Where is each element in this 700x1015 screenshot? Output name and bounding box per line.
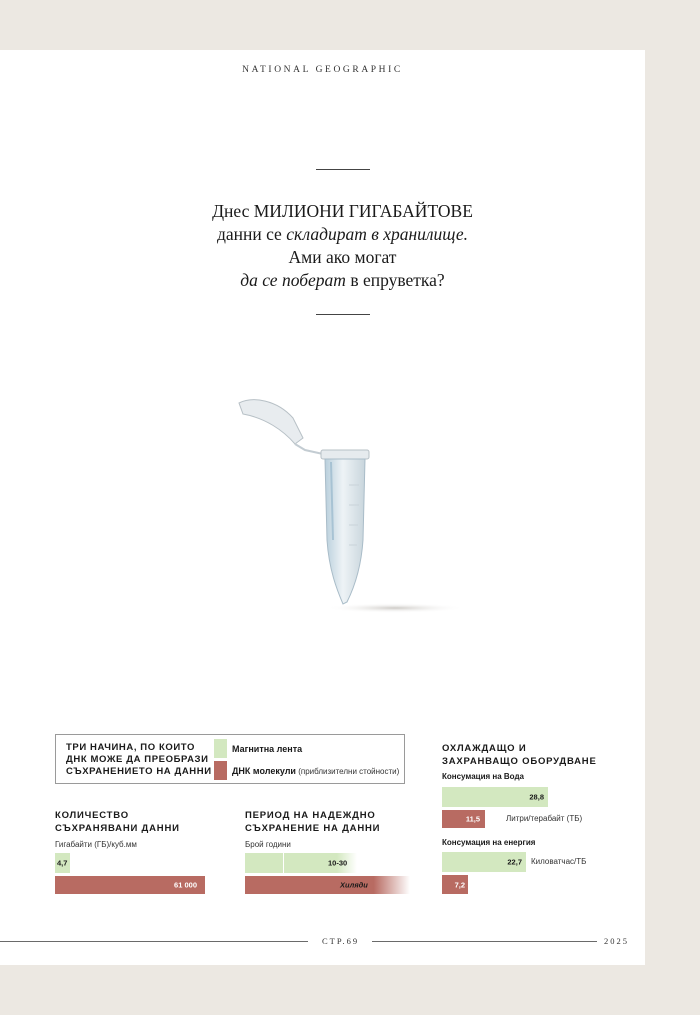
period-tape-divider (283, 853, 284, 873)
headline-part: да се поберат (240, 270, 346, 290)
energy-unit: Киловатчас/ТБ (531, 857, 587, 866)
quantity-title-l1: КОЛИЧЕСТВО (55, 810, 129, 821)
headline-part: складират в хранилище. (286, 224, 469, 244)
quantity-dna-bar (55, 876, 205, 894)
cooling-title (442, 742, 597, 768)
legend-swatch-tape (214, 739, 227, 758)
legend-tape-text: Магнитна лента (232, 744, 303, 754)
headline-part: Ами ако могат (288, 247, 397, 267)
water-label: Консумация на Вода (442, 772, 524, 781)
page-number: СТР.69 (322, 936, 360, 946)
period-title (245, 809, 380, 835)
legend-label-tape (232, 744, 302, 754)
water-dna-bar (442, 810, 485, 828)
headline (150, 200, 535, 292)
period-tape-bar (245, 853, 357, 873)
water-tape-bar (442, 787, 548, 807)
water-tape-value: 28,8 (529, 792, 544, 802)
legend-title: ТРИ НАЧИНА, ПО КОИТО ДНК МОЖЕ ДА ПРЕОБРАЗИ СЪХРАНЕНИЕТО НА ДАННИ (66, 742, 212, 777)
tube-shadow (325, 603, 465, 613)
divider-top (316, 169, 370, 170)
legend-dna-text: ДНК молекули (232, 766, 296, 776)
energy-label: Консумация на енергия (442, 838, 536, 847)
legend-swatch-dna (214, 761, 227, 780)
energy-dna-value: 7,2 (454, 880, 465, 889)
footer-year: 2025 (604, 936, 629, 946)
quantity-tape-value: 4,7 (57, 858, 68, 868)
period-title-l1: ПЕРИОД НА НАДЕЖДНО (245, 810, 376, 821)
period-dna-bar (245, 876, 410, 894)
footer-rule-right (372, 941, 597, 942)
energy-tape-value: 22,7 (507, 857, 522, 867)
period-unit: Брой години (245, 840, 291, 849)
test-tube-image (225, 390, 475, 620)
magazine-page (0, 50, 645, 965)
legend-label-dna (232, 766, 399, 776)
headline-part: Днес (212, 201, 254, 221)
quantity-title-l2: СЪХРАНЯВАНИ ДАННИ (55, 823, 180, 834)
tube-rim (321, 450, 369, 459)
legend-box (55, 734, 405, 784)
water-unit: Литри/терабайт (ТБ) (506, 814, 583, 823)
energy-dna-bar (442, 875, 468, 894)
quantity-dna-value: 61 000 (174, 880, 197, 890)
divider-bottom (316, 314, 370, 315)
period-dna-value: Хиляди (340, 880, 368, 890)
quantity-title (55, 809, 180, 835)
footer-rule-left (0, 941, 308, 942)
cooling-title-l1: ОХЛАЖДАЩО И (442, 743, 527, 754)
masthead: NATIONAL GEOGRAPHIC (242, 65, 403, 75)
cooling-title-l2: ЗАХРАНВАЩО ОБОРУДВАНЕ (442, 756, 597, 767)
period-title-l2: СЪХРАНЕНИЕ НА ДАННИ (245, 823, 381, 834)
quantity-unit: Гигабайти (ГБ)/куб.мм (55, 840, 137, 849)
headline-part: в епруветка? (345, 270, 445, 290)
tube-cap (239, 400, 303, 444)
tube-hinge (295, 444, 323, 454)
period-tape-value: 10-30 (328, 858, 348, 868)
headline-part: данни се (216, 224, 287, 244)
quantity-tape-bar (55, 853, 70, 873)
energy-tape-bar (442, 852, 526, 872)
water-dna-value: 11,5 (465, 814, 480, 824)
headline-part: МИЛИОНИ ГИГАБАЙТОВЕ (253, 201, 473, 221)
legend-dna-note: (приблизителни стойности) (295, 767, 400, 776)
